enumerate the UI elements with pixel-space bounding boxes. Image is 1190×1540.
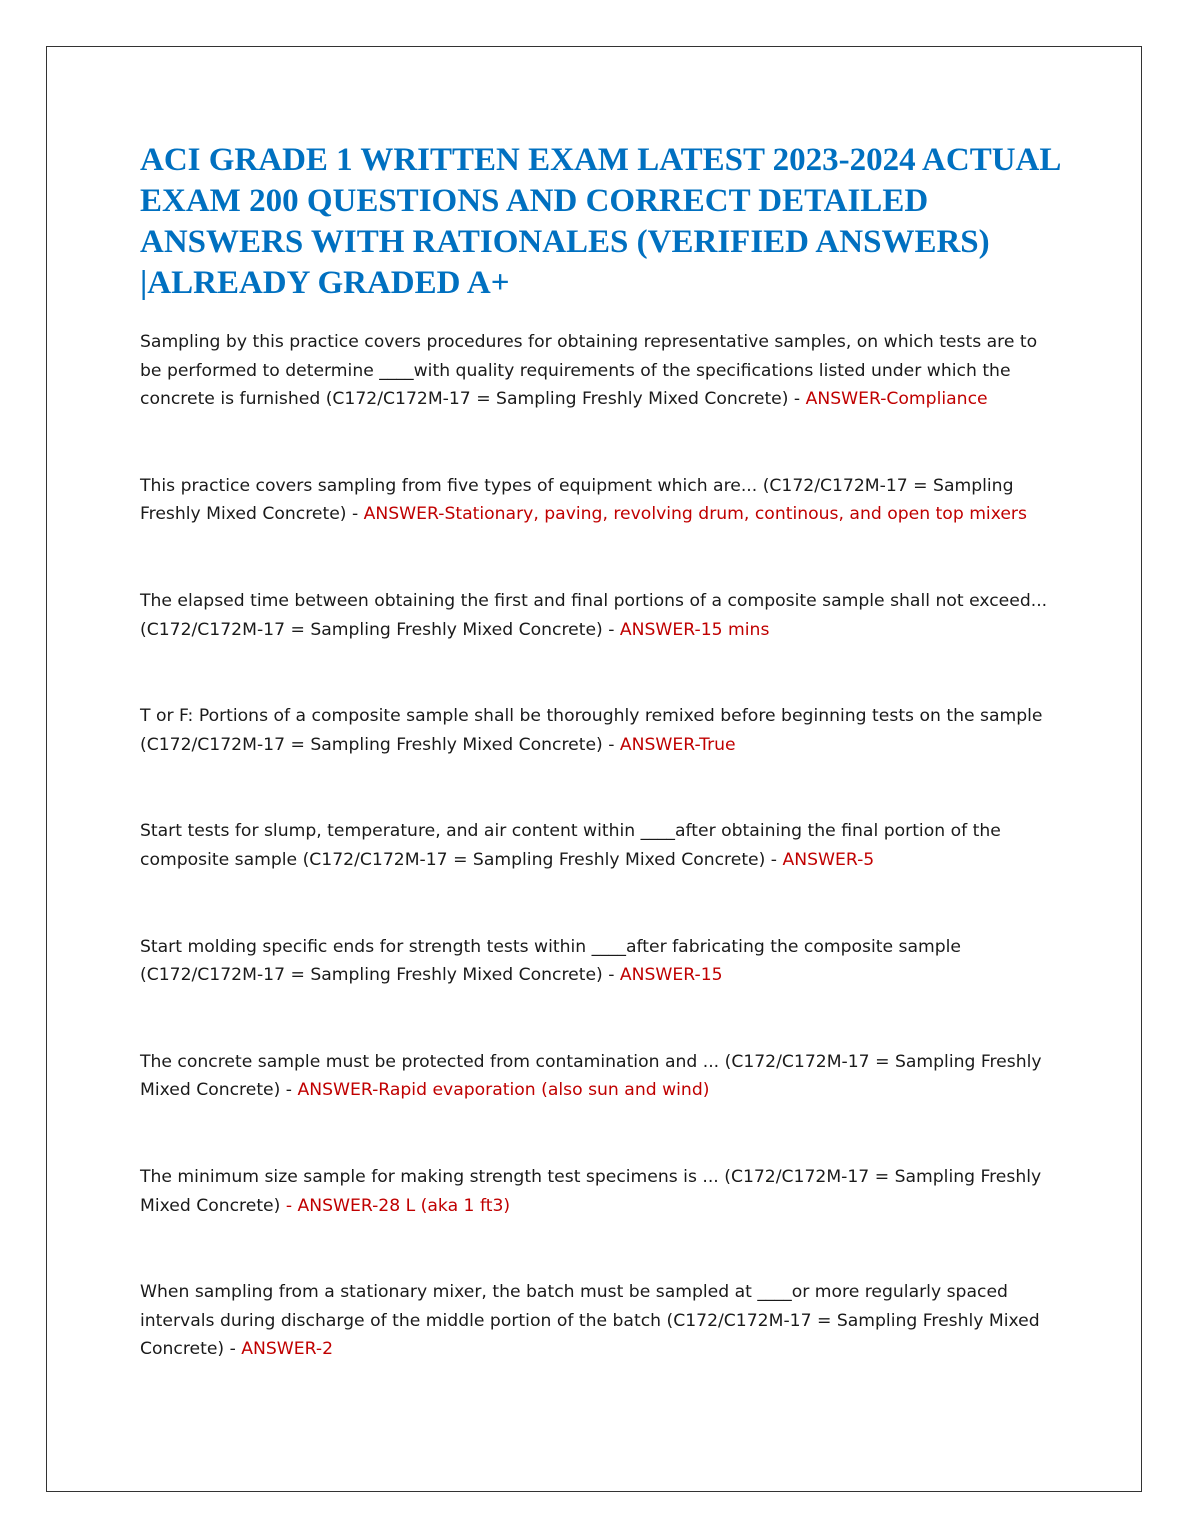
question-text: The concrete sample must be protected from contamination and ... (C172/C172M-17 = Sampling Freshly Mixed Concrete) - — [140, 1051, 1042, 1101]
qa-item-5 — [140, 817, 1060, 874]
question-text: T or F: Portions of a composite sample shall be thoroughly remixed before beginning tests on the sample (C172/C172M-17 = Sampling Freshly Mixed Concrete) - — [140, 706, 1043, 755]
qa-item-7 — [140, 1048, 1060, 1105]
answer-text: ANSWER-15 — [619, 965, 723, 986]
qa-item-3 — [140, 587, 1060, 644]
question-text: This practice covers sampling from five types of equipment which are... (C172/C172M-17 = Sampling Freshly Mixed Concrete) - — [140, 475, 1014, 525]
qa-item-8 — [140, 1163, 1060, 1220]
answer-text: ANSWER-2 — [241, 1339, 334, 1360]
answer-text: - ANSWER-28 L (aka 1 ft3) — [285, 1195, 511, 1216]
question-text: Sampling by this practice covers procedures for obtaining representative samples, on which tests are to be performed to determine ____with quality requirements of the specifications listed under which the concrete is furnished (C172/C172M-17 = Sampling Freshly Mixed Concrete) - — [140, 332, 1038, 410]
question-text: Start molding specific ends for strength tests within ____after fabricating the composite sample (C172/C172M-17 = Sampling Freshly Mixed Concrete) - — [140, 936, 962, 986]
answer-text: ANSWER-True — [619, 734, 736, 755]
document-title: ACI GRADE 1 WRITTEN EXAM LATEST 2023-2024 ACTUAL EXAM 200 QUESTIONS AND CORRECT DETAILED ANSWERS WITH RATIONALES (VERIFIED ANSWERS) |ALREADY GRADED A+ — [140, 142, 1060, 301]
question-text: The elapsed time between obtaining the first and final portions of a composite sample shall not exceed... (C172/C172M-17 = Sampling Freshly Mixed Concrete) - — [140, 590, 1048, 640]
qa-item-4 — [140, 702, 1060, 759]
qa-item-2 — [140, 472, 1060, 529]
qa-item-1 — [140, 328, 1060, 414]
question-text: When sampling from a stationary mixer, the batch must be sampled at ____or more regularly spaced intervals during discharge of the middle portion of the batch (C172/C172M-17 = Sampling Freshly Mixed Concrete) - — [140, 1282, 1040, 1360]
answer-text: ANSWER-15 mins — [619, 619, 770, 640]
document-body — [140, 140, 1060, 1422]
qa-list — [140, 328, 1060, 1364]
answer-text: ANSWER-Compliance — [805, 389, 988, 410]
question-text: The minimum size sample for making strength test specimens is ... (C172/C172M-17 = Sampling Freshly Mixed Concrete) — [140, 1166, 1042, 1216]
answer-text: ANSWER-5 — [782, 849, 875, 870]
qa-item-6 — [140, 933, 1060, 990]
answer-text: ANSWER-Stationary, paving, revolving drum, continous, and open top mixers — [363, 504, 1027, 525]
question-text: Start tests for slump, temperature, and air content within ____after obtaining the final portion of the composite sample (C172/C172M-17 = Sampling Freshly Mixed Concrete) - — [140, 821, 1001, 870]
answer-text: ANSWER-Rapid evaporation (also sun and wind) — [297, 1080, 710, 1101]
qa-item-9 — [140, 1278, 1060, 1364]
